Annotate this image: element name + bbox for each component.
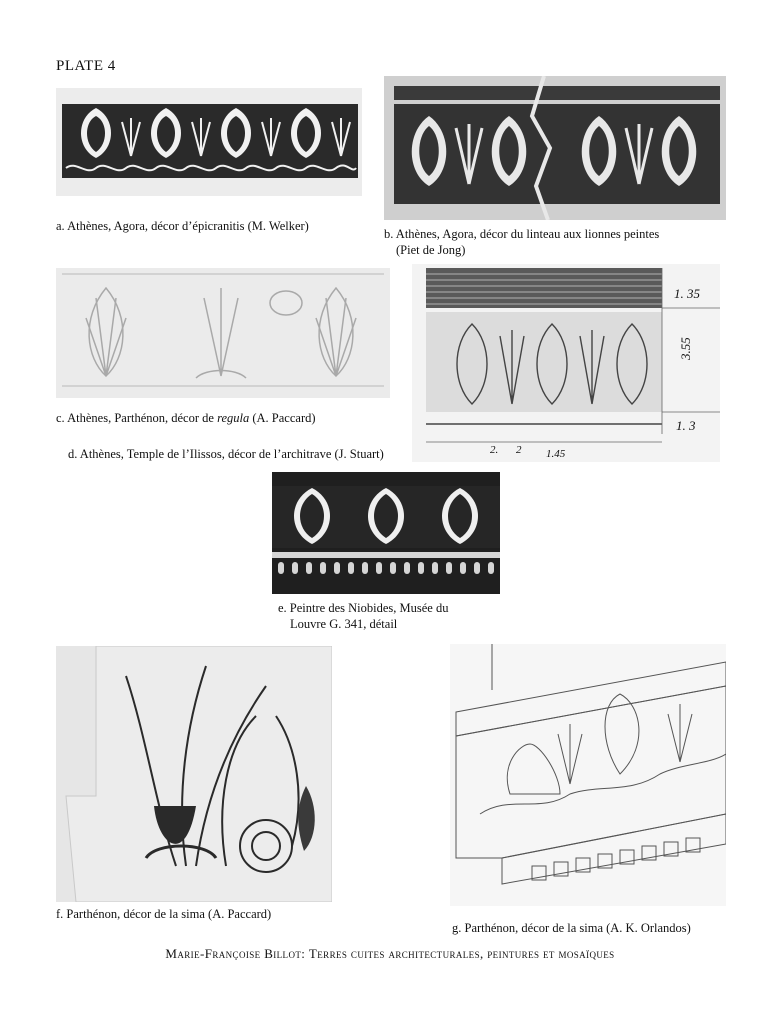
figure-d-image: [412, 264, 720, 462]
figure-g-caption: g. Parthénon, décor de la sima (A. K. Orlandos): [452, 921, 691, 935]
figure-c-caption: [56, 410, 416, 426]
footer-title: Terres cuites architecturales, peintures et mosaïques: [308, 946, 615, 961]
footer-author: Marie-Françoise Billot:: [165, 946, 306, 961]
figure-a-image: [56, 88, 362, 196]
figure-c-caption-post: (A. Paccard): [249, 411, 316, 425]
figure-d-dimension-middle: 3.55: [678, 337, 693, 360]
figure-d-dimension-b2: 2: [516, 444, 522, 456]
footer: [0, 946, 780, 962]
figure-d-caption: d. Athènes, Temple de l’Ilissos, décor de l’architrave (J. Stuart): [68, 447, 384, 461]
figure-d-dimension-bottom: 1. 3: [676, 418, 696, 433]
figure-c-caption-italic: regula: [217, 411, 250, 425]
figure-a-caption: a. Athènes, Agora, décor d’épicranitis (M. Welker): [56, 219, 309, 233]
figure-d-dimension-b1: 2.: [490, 444, 499, 456]
figure-b-caption-line1: b. Athènes, Agora, décor du linteau aux lionnes peintes: [384, 227, 660, 241]
figure-d-dimension-b3: 1.45: [546, 448, 566, 460]
figure-c-caption-pre: c. Athènes, Parthénon, décor de: [56, 411, 218, 425]
figure-b-image: [384, 76, 726, 220]
plate-title: PLATE 4: [56, 58, 116, 74]
figure-f-caption: f. Parthénon, décor de la sima (A. Paccard): [56, 907, 272, 921]
figure-e-caption-line2: Louvre G. 341, détail: [290, 617, 398, 631]
figure-e-image: [272, 472, 500, 594]
figure-g-image: [450, 644, 726, 906]
figure-b-caption-line2: (Piet de Jong): [396, 243, 466, 257]
figure-f-image: [56, 646, 332, 902]
figure-e-caption-line1: e. Peintre des Niobides, Musée du: [278, 601, 449, 615]
figure-d-dimension-top: 1. 35: [674, 286, 700, 301]
figure-b-caption: [384, 226, 744, 258]
figure-c-image: [56, 268, 390, 398]
figure-e-caption: [278, 600, 518, 632]
